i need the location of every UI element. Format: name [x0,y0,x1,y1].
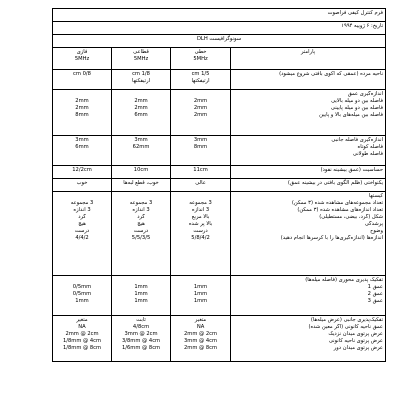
axial-phased: 2mm 2mm 8mm [53,90,112,136]
axial-resolution-label: تفکیک پذیری محوری (فاصله میله‌ها) عمق 1 عمق 2 عمق 3 [231,276,386,316]
header-linear: خطی 5MHz [171,48,231,70]
uniformity-sector: خوب، قطع لبه‌ها [112,179,171,192]
header-sector: قطاعی 5MHz [112,48,171,70]
sensitivity-phased: 12/2cm [53,166,112,179]
sensitivity-linear: 11cm [171,166,231,179]
dead-zone-linear: 1/5 cm آرتیفکتها [171,70,231,90]
lateral-label: اندازه‌گیری فاصله جانبی فاصله کوتاه فاصله طولانی [231,136,386,166]
header-phased: فازی 5MHz [53,48,112,70]
dead-zone-sector: 1/8 cm آرتیفکتها [112,70,171,90]
axial-resolution-linear: 1mm 1mm 1mm [171,276,231,316]
lateral-resolution-sector: ثابت 4/8cm 3mm @ 2cm 3/8mm @ 4cm 1/6mm @ 8cm [112,316,171,362]
axial-sector: 2mm 2mm 6mm [112,90,171,136]
lateral-sector: 3mm 62mm [112,136,171,166]
lateral-resolution-label: تفکیک‌پذیری جانبی (عرض میله‌ها) عمق ناحیه کانونی (اگر معین شده) عرض پرتوی میدان نزدیک عرض پرتوی ناحیه کانونی عرض پرتوی میدان دور [231,316,386,362]
header-parameter: پارامتر [231,48,386,70]
dead-zone-phased: 0/8 cm [53,70,112,90]
lateral-resolution-linear: متغیر NA 2mm @ 2cm 3mm @ 4cm 2mm @ 8cm [171,316,231,362]
lateral-resolution-phased: متغیر NA 2mm @ 2cm 1/8mm @ 4cm 1/8mm @ 8cm [53,316,112,362]
lateral-linear: 3mm 8mm [171,136,231,166]
cysts-sector: 3 مجموعه 3 اندازه گرد هیچ درست 5/5/3/5 [112,192,171,276]
axial-resolution-sector: 1mm 1mm 1mm [112,276,171,316]
axial-label: اندازه‌گیری عمق فاصله بین دو میله بالایی فاصله بین دو میله پایینی فاصله بین میله‌های بالا و پایین [231,90,386,136]
uniformity-label: یکنواختی (ظلم الگوی بافتی در بیشینه عمق) [231,179,386,192]
axial-linear: 2mm 2mm 2mm [171,90,231,136]
lateral-phased: 3mm 6mm [53,136,112,166]
axial-resolution-phased: 0/5mm 0/5mm 1mm [53,276,112,316]
dead-zone-label: ناحیه مرده (عمقی که اکوی بافتی شروع میشود) [231,70,386,90]
uniformity-linear: عالی [171,179,231,192]
cysts-linear: 3 مجموعه 3 اندازه بالا مربع بالا پر شده درست 5/8/4/2 [171,192,231,276]
sensitivity-label: حساسیت (عمق بیشینه نفوذ) [231,166,386,179]
form-title: فرم کنترل کیفی فراصوت [53,9,386,22]
form-date: تاریخ: ۶ ژوییه ۱۹۹۴ [53,22,386,35]
uniformity-phased: خوب [53,179,112,192]
probe-info: سونوگرافیست DLH [53,35,386,48]
qc-form-table [52,8,386,362]
cysts-phased: 3 مجموعه 3 اندازه گرد هیچ درست 4/4/2 [53,192,112,276]
sensitivity-sector: 10cm [112,166,171,179]
cysts-label: کیستها تعداد مجموعه‌های مشاهده شده (۳ ممکن) تعداد اندازه‌های مشاهده شده (۳ ممکن) شکل (گرد، بیضی، مستطیلی) پرشدگی وضوح اندازه‌ها (اندازه‌گیری‌ها را با کرسرها انجام دهید) [231,192,386,276]
